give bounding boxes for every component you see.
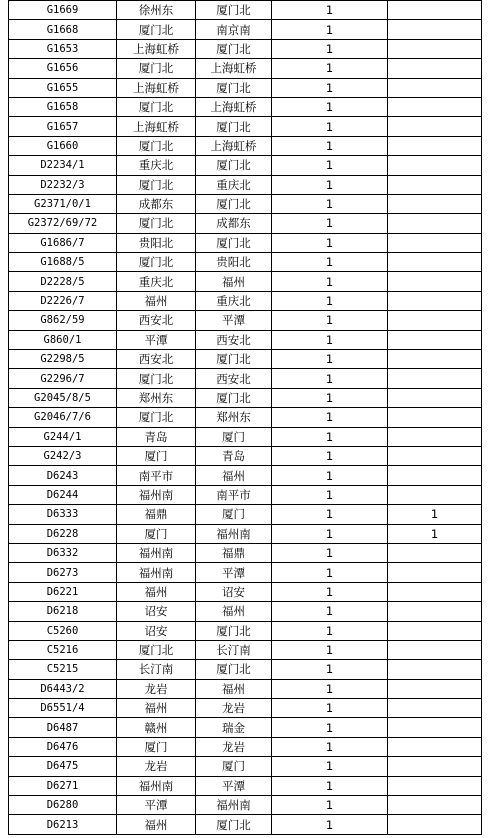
origin-station-cell: 厦门 <box>117 446 196 465</box>
origin-station-cell: 厦门北 <box>117 59 196 78</box>
table-row <box>9 543 482 562</box>
train-number-cell: D6332 <box>9 543 117 562</box>
train-number-cell: D6551/4 <box>9 699 117 718</box>
extra-count-cell <box>388 776 482 795</box>
origin-station-cell: 厦门北 <box>117 408 196 427</box>
count-cell: 1 <box>272 408 388 427</box>
table-row <box>9 524 482 543</box>
table-row <box>9 136 482 155</box>
origin-station-cell: 福州 <box>117 699 196 718</box>
table-row <box>9 214 482 233</box>
train-number-cell: D6487 <box>9 718 117 737</box>
count-cell: 1 <box>272 524 388 543</box>
count-cell: 1 <box>272 1 388 20</box>
destination-station-cell: 厦门北 <box>196 621 272 640</box>
table-row <box>9 485 482 504</box>
destination-station-cell: 厦门北 <box>196 194 272 213</box>
destination-station-cell: 福州 <box>196 466 272 485</box>
table-row <box>9 78 482 97</box>
destination-station-cell: 厦门 <box>196 757 272 776</box>
extra-count-cell <box>388 39 482 58</box>
origin-station-cell: 南平市 <box>117 466 196 485</box>
train-number-cell: D6244 <box>9 485 117 504</box>
train-number-cell: D6273 <box>9 563 117 582</box>
origin-station-cell: 厦门北 <box>117 253 196 272</box>
table-row <box>9 350 482 369</box>
table-row <box>9 233 482 252</box>
extra-count-cell <box>388 311 482 330</box>
destination-station-cell: 龙岩 <box>196 699 272 718</box>
count-cell: 1 <box>272 660 388 679</box>
train-number-cell: C5215 <box>9 660 117 679</box>
extra-count-cell <box>388 660 482 679</box>
extra-count-cell <box>388 427 482 446</box>
extra-count-cell <box>388 640 482 659</box>
train-number-cell: D6228 <box>9 524 117 543</box>
destination-station-cell: 厦门北 <box>196 233 272 252</box>
destination-station-cell: 诏安 <box>196 582 272 601</box>
origin-station-cell: 厦门北 <box>117 97 196 116</box>
count-cell: 1 <box>272 602 388 621</box>
destination-station-cell: 福州南 <box>196 524 272 543</box>
extra-count-cell <box>388 156 482 175</box>
table-row <box>9 446 482 465</box>
count-cell: 1 <box>272 446 388 465</box>
train-number-cell: G1655 <box>9 78 117 97</box>
table-row <box>9 718 482 737</box>
count-cell: 1 <box>272 757 388 776</box>
extra-count-cell <box>388 602 482 621</box>
table-row <box>9 408 482 427</box>
table-row <box>9 97 482 116</box>
origin-station-cell: 福州南 <box>117 563 196 582</box>
extra-count-cell <box>388 699 482 718</box>
extra-count-cell <box>388 136 482 155</box>
destination-station-cell: 厦门北 <box>196 156 272 175</box>
table-row <box>9 39 482 58</box>
extra-count-cell <box>388 369 482 388</box>
extra-count-cell <box>388 466 482 485</box>
train-number-cell: D6271 <box>9 776 117 795</box>
origin-station-cell: 徐州东 <box>117 1 196 20</box>
origin-station-cell: 上海虹桥 <box>117 39 196 58</box>
table-row <box>9 427 482 446</box>
extra-count-cell <box>388 78 482 97</box>
extra-count-cell <box>388 59 482 78</box>
count-cell: 1 <box>272 679 388 698</box>
table-row <box>9 291 482 310</box>
destination-station-cell: 福鼎 <box>196 543 272 562</box>
count-cell: 1 <box>272 117 388 136</box>
origin-station-cell: 福州南 <box>117 485 196 504</box>
origin-station-cell: 福州南 <box>117 776 196 795</box>
table-row <box>9 272 482 291</box>
count-cell: 1 <box>272 543 388 562</box>
train-schedule-table <box>8 0 482 835</box>
origin-station-cell: 上海虹桥 <box>117 78 196 97</box>
train-number-cell: G1686/7 <box>9 233 117 252</box>
origin-station-cell: 厦门 <box>117 737 196 756</box>
train-number-cell: D6221 <box>9 582 117 601</box>
destination-station-cell: 瑞金 <box>196 718 272 737</box>
destination-station-cell: 福州 <box>196 272 272 291</box>
count-cell: 1 <box>272 59 388 78</box>
table-row <box>9 505 482 524</box>
table-row <box>9 253 482 272</box>
destination-station-cell: 厦门北 <box>196 117 272 136</box>
destination-station-cell: 龙岩 <box>196 737 272 756</box>
origin-station-cell: 诏安 <box>117 621 196 640</box>
extra-count-cell <box>388 737 482 756</box>
count-cell: 1 <box>272 796 388 815</box>
train-number-cell: G1688/5 <box>9 253 117 272</box>
table-row <box>9 1 482 20</box>
table-row <box>9 621 482 640</box>
train-number-cell: D6475 <box>9 757 117 776</box>
count-cell: 1 <box>272 388 388 407</box>
train-number-cell: G244/1 <box>9 427 117 446</box>
train-number-cell: G2371/0/1 <box>9 194 117 213</box>
train-number-cell: D6443/2 <box>9 679 117 698</box>
train-number-cell: D6333 <box>9 505 117 524</box>
count-cell: 1 <box>272 621 388 640</box>
train-number-cell: G242/3 <box>9 446 117 465</box>
train-number-cell: D6218 <box>9 602 117 621</box>
count-cell: 1 <box>272 582 388 601</box>
origin-station-cell: 福州 <box>117 815 196 834</box>
extra-count-cell <box>388 796 482 815</box>
count-cell: 1 <box>272 737 388 756</box>
origin-station-cell: 龙岩 <box>117 679 196 698</box>
origin-station-cell: 郑州东 <box>117 388 196 407</box>
origin-station-cell: 重庆北 <box>117 156 196 175</box>
extra-count-cell <box>388 582 482 601</box>
table-row <box>9 20 482 39</box>
table-row <box>9 117 482 136</box>
table-row <box>9 796 482 815</box>
extra-count-cell <box>388 543 482 562</box>
train-number-cell: G1668 <box>9 20 117 39</box>
destination-station-cell: 西安北 <box>196 330 272 349</box>
count-cell: 1 <box>272 505 388 524</box>
count-cell: 1 <box>272 427 388 446</box>
extra-count-cell <box>388 446 482 465</box>
table-row <box>9 699 482 718</box>
train-number-cell: G1653 <box>9 39 117 58</box>
origin-station-cell: 厦门北 <box>117 369 196 388</box>
table-row <box>9 466 482 485</box>
train-number-cell: D2234/1 <box>9 156 117 175</box>
table-row <box>9 640 482 659</box>
extra-count-cell <box>388 408 482 427</box>
origin-station-cell: 福州南 <box>117 543 196 562</box>
extra-count-cell <box>388 350 482 369</box>
origin-station-cell: 西安北 <box>117 311 196 330</box>
destination-station-cell: 上海虹桥 <box>196 136 272 155</box>
destination-station-cell: 厦门北 <box>196 39 272 58</box>
table-row <box>9 737 482 756</box>
count-cell: 1 <box>272 78 388 97</box>
origin-station-cell: 重庆北 <box>117 272 196 291</box>
train-number-cell: D6243 <box>9 466 117 485</box>
origin-station-cell: 厦门北 <box>117 20 196 39</box>
origin-station-cell: 赣州 <box>117 718 196 737</box>
table-row <box>9 369 482 388</box>
extra-count-cell: 1 <box>388 505 482 524</box>
table-row <box>9 776 482 795</box>
count-cell: 1 <box>272 136 388 155</box>
origin-station-cell: 平潭 <box>117 330 196 349</box>
count-cell: 1 <box>272 815 388 834</box>
destination-station-cell: 厦门 <box>196 505 272 524</box>
count-cell: 1 <box>272 466 388 485</box>
destination-station-cell: 厦门北 <box>196 660 272 679</box>
count-cell: 1 <box>272 563 388 582</box>
destination-station-cell: 长汀南 <box>196 640 272 659</box>
train-number-cell: D2232/3 <box>9 175 117 194</box>
destination-station-cell: 重庆北 <box>196 291 272 310</box>
origin-station-cell: 诏安 <box>117 602 196 621</box>
origin-station-cell: 厦门北 <box>117 214 196 233</box>
origin-station-cell: 厦门北 <box>117 640 196 659</box>
destination-station-cell: 重庆北 <box>196 175 272 194</box>
table-row <box>9 156 482 175</box>
table-row <box>9 175 482 194</box>
train-number-cell: G1658 <box>9 97 117 116</box>
table-row <box>9 330 482 349</box>
table-row <box>9 194 482 213</box>
destination-station-cell: 贵阳北 <box>196 253 272 272</box>
table-row <box>9 311 482 330</box>
train-number-cell: G862/59 <box>9 311 117 330</box>
train-number-cell: C5260 <box>9 621 117 640</box>
train-number-cell: G1657 <box>9 117 117 136</box>
destination-station-cell: 福州 <box>196 679 272 698</box>
train-number-cell: G2298/5 <box>9 350 117 369</box>
train-number-cell: G2046/7/6 <box>9 408 117 427</box>
destination-station-cell: 青岛 <box>196 446 272 465</box>
train-number-cell: G1656 <box>9 59 117 78</box>
extra-count-cell <box>388 175 482 194</box>
origin-station-cell: 平潭 <box>117 796 196 815</box>
train-number-cell: G2372/69/72 <box>9 214 117 233</box>
count-cell: 1 <box>272 233 388 252</box>
table-row <box>9 757 482 776</box>
origin-station-cell: 厦门北 <box>117 175 196 194</box>
train-number-cell: G2296/7 <box>9 369 117 388</box>
destination-station-cell: 厦门北 <box>196 388 272 407</box>
table-row <box>9 602 482 621</box>
origin-station-cell: 成都东 <box>117 194 196 213</box>
destination-station-cell: 平潭 <box>196 311 272 330</box>
count-cell: 1 <box>272 776 388 795</box>
destination-station-cell: 南京南 <box>196 20 272 39</box>
table-row <box>9 660 482 679</box>
train-number-cell: C5216 <box>9 640 117 659</box>
extra-count-cell <box>388 563 482 582</box>
count-cell: 1 <box>272 253 388 272</box>
count-cell: 1 <box>272 175 388 194</box>
destination-station-cell: 郑州东 <box>196 408 272 427</box>
destination-station-cell: 南平市 <box>196 485 272 504</box>
origin-station-cell: 龙岩 <box>117 757 196 776</box>
extra-count-cell <box>388 20 482 39</box>
table-row <box>9 582 482 601</box>
destination-station-cell: 西安北 <box>196 369 272 388</box>
origin-station-cell: 上海虹桥 <box>117 117 196 136</box>
count-cell: 1 <box>272 350 388 369</box>
extra-count-cell <box>388 194 482 213</box>
train-number-cell: G1660 <box>9 136 117 155</box>
count-cell: 1 <box>272 699 388 718</box>
origin-station-cell: 贵阳北 <box>117 233 196 252</box>
count-cell: 1 <box>272 194 388 213</box>
extra-count-cell <box>388 214 482 233</box>
count-cell: 1 <box>272 718 388 737</box>
origin-station-cell: 青岛 <box>117 427 196 446</box>
count-cell: 1 <box>272 640 388 659</box>
table-row <box>9 679 482 698</box>
destination-station-cell: 上海虹桥 <box>196 97 272 116</box>
train-number-cell: G1669 <box>9 1 117 20</box>
table-row <box>9 563 482 582</box>
count-cell: 1 <box>272 311 388 330</box>
destination-station-cell: 平潭 <box>196 776 272 795</box>
extra-count-cell <box>388 485 482 504</box>
count-cell: 1 <box>272 156 388 175</box>
destination-station-cell: 平潭 <box>196 563 272 582</box>
origin-station-cell: 福州 <box>117 291 196 310</box>
count-cell: 1 <box>272 291 388 310</box>
train-number-cell: G2045/8/5 <box>9 388 117 407</box>
train-number-cell: G860/1 <box>9 330 117 349</box>
origin-station-cell: 福州 <box>117 582 196 601</box>
extra-count-cell <box>388 679 482 698</box>
extra-count-cell <box>388 272 482 291</box>
origin-station-cell: 厦门北 <box>117 136 196 155</box>
destination-station-cell: 福州南 <box>196 796 272 815</box>
extra-count-cell <box>388 757 482 776</box>
origin-station-cell: 厦门 <box>117 524 196 543</box>
train-number-cell: D6280 <box>9 796 117 815</box>
extra-count-cell <box>388 815 482 834</box>
destination-station-cell: 厦门北 <box>196 1 272 20</box>
count-cell: 1 <box>272 97 388 116</box>
destination-station-cell: 成都东 <box>196 214 272 233</box>
train-number-cell: D6213 <box>9 815 117 834</box>
destination-station-cell: 厦门北 <box>196 78 272 97</box>
destination-station-cell: 厦门北 <box>196 815 272 834</box>
count-cell: 1 <box>272 214 388 233</box>
extra-count-cell: 1 <box>388 524 482 543</box>
extra-count-cell <box>388 330 482 349</box>
extra-count-cell <box>388 621 482 640</box>
origin-station-cell: 西安北 <box>117 350 196 369</box>
table-body <box>9 1 482 835</box>
extra-count-cell <box>388 253 482 272</box>
extra-count-cell <box>388 291 482 310</box>
origin-station-cell: 长汀南 <box>117 660 196 679</box>
destination-station-cell: 上海虹桥 <box>196 59 272 78</box>
extra-count-cell <box>388 718 482 737</box>
extra-count-cell <box>388 1 482 20</box>
count-cell: 1 <box>272 485 388 504</box>
table-row <box>9 388 482 407</box>
table-row <box>9 815 482 834</box>
extra-count-cell <box>388 388 482 407</box>
destination-station-cell: 厦门北 <box>196 350 272 369</box>
count-cell: 1 <box>272 39 388 58</box>
count-cell: 1 <box>272 369 388 388</box>
origin-station-cell: 福鼎 <box>117 505 196 524</box>
extra-count-cell <box>388 233 482 252</box>
train-number-cell: D2228/5 <box>9 272 117 291</box>
count-cell: 1 <box>272 20 388 39</box>
extra-count-cell <box>388 117 482 136</box>
count-cell: 1 <box>272 330 388 349</box>
train-number-cell: D6476 <box>9 737 117 756</box>
destination-station-cell: 福州 <box>196 602 272 621</box>
destination-station-cell: 厦门 <box>196 427 272 446</box>
table-row <box>9 59 482 78</box>
extra-count-cell <box>388 97 482 116</box>
count-cell: 1 <box>272 272 388 291</box>
train-number-cell: D2226/7 <box>9 291 117 310</box>
